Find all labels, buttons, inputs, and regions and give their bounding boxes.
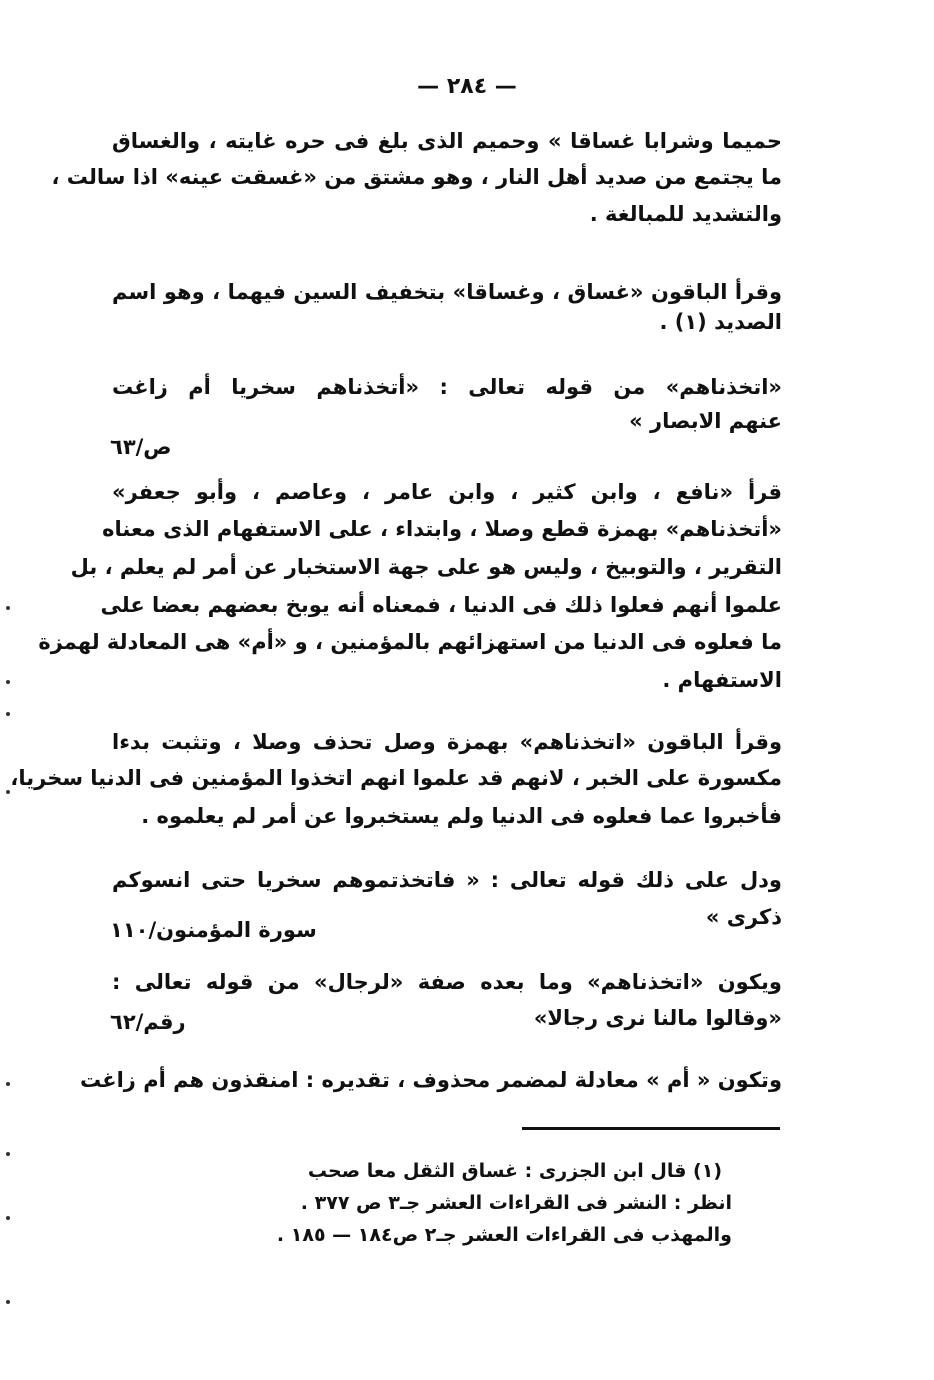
text-line: «اتخذناهم» من قوله تعالى : «أتخذناهم سخريا أم زاغت bbox=[112, 375, 782, 399]
text-line: ودل على ذلك قوله تعالى : « فاتخذتموهم سخريا حتى انسوكم bbox=[112, 868, 782, 892]
scan-speck bbox=[6, 1152, 10, 1156]
scan-speck bbox=[6, 790, 10, 794]
text-line: «أتخذناهم» بهمزة قطع وصلا ، وابتداء ، على الاستفهام الذى معناه bbox=[102, 517, 782, 541]
text-line: وقرأ الباقون «غساق ، وغساقا» بتخفيف السين فيهما ، وهو اسم bbox=[112, 280, 782, 304]
text-line: والتشديد للمبالغة . bbox=[589, 202, 782, 226]
text-line: مكسورة على الخبر ، لانهم قد علموا انهم اتخذوا المؤمنين فى الدنيا سخريا، bbox=[10, 766, 782, 790]
scan-speck bbox=[6, 1216, 10, 1220]
text-line: الصديد (١) . bbox=[659, 310, 782, 334]
text-line: ذكرى » bbox=[705, 905, 782, 929]
footnote-line: والمهذب فى القراءات العشر جـ٢ ص١٨٤ — ١٨٥ . bbox=[276, 1224, 732, 1246]
text-line: حميما وشرابا غساقا » وحميم الذى بلغ فى حره غايته ، والغساق bbox=[112, 129, 782, 153]
scan-speck bbox=[6, 680, 10, 684]
citation-reference: سورة المؤمنون/١١٠ bbox=[110, 918, 317, 942]
text-line: وقرأ الباقون «اتخذناهم» بهمزة وصل تحذف وصلا ، وتثبت بدءا bbox=[112, 730, 782, 754]
text-line: علموا أنهم فعلوا ذلك فى الدنيا ، فمعناه أنه يوبخ بعضهم بعضا على bbox=[100, 593, 782, 617]
text-line: ويكون «اتخذناهم» وما بعده صفة «لرجال» من قوله تعالى : bbox=[112, 970, 782, 994]
scan-speck bbox=[6, 1082, 10, 1086]
footnote-separator bbox=[522, 1127, 780, 1130]
text-line: وتكون « أم » معادلة لمضمر محذوف ، تقديره : امنقذون هم أم زاغت bbox=[80, 1068, 782, 1092]
text-line: عنهم الابصار » bbox=[629, 409, 782, 433]
page-number: — ٢٨٤ — bbox=[417, 74, 517, 99]
text-line: الاستفهام . bbox=[662, 668, 782, 692]
text-line: فأخبروا عما فعلوه فى الدنيا ولم يستخبروا عن أمر لم يعلموه . bbox=[141, 804, 782, 828]
citation-reference: ص/٦٣ bbox=[110, 435, 172, 459]
scan-speck bbox=[6, 1300, 10, 1304]
text-line: ما يجتمع من صديد أهل النار ، وهو مشتق من «غسقت عينه» اذا سالت ، bbox=[51, 165, 782, 189]
text-line: ما فعلوه فى الدنيا من استهزائهم بالمؤمنين ، و «أم» هى المعادلة لهمزة bbox=[38, 630, 782, 654]
citation-reference: رقم/٦٢ bbox=[110, 1010, 186, 1034]
text-line: «وقالوا مالنا نرى رجالا» bbox=[533, 1006, 782, 1030]
scan-speck bbox=[6, 712, 10, 716]
scan-speck bbox=[6, 606, 10, 610]
text-line: قرأ «نافع ، وابن كثير ، وابن عامر ، وعاصم ، وأبو جعفر» bbox=[112, 480, 782, 504]
footnote-line: (١) قال ابن الجزرى : غساق الثقل معا صحب bbox=[307, 1160, 722, 1182]
footnote-line: انظر : النشر فى القراءات العشر جـ٣ ص ٣٧٧ . bbox=[300, 1192, 732, 1214]
text-line: التقرير ، والتوبيخ ، وليس هو على جهة الاستخبار عن أمر لم يعلم ، بل bbox=[70, 555, 782, 579]
